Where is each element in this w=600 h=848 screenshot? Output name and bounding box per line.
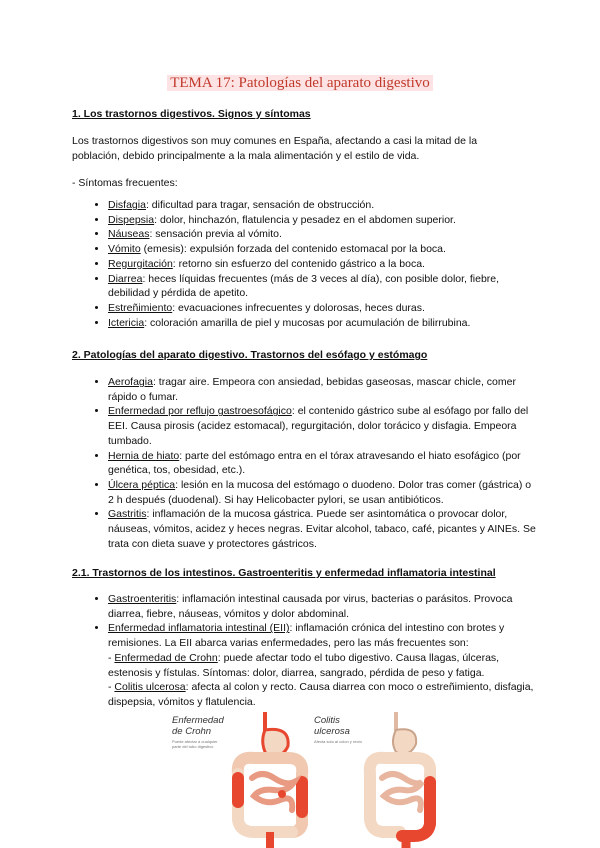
intestinal-list [92, 592, 538, 710]
crohn-colon [238, 758, 302, 832]
list-item-term: Úlcera péptica [108, 478, 176, 491]
list-item-text: : evacuaciones infrecuentes y dolorosas, heces duras. [172, 301, 425, 314]
subitem-text: : afecta al colon y recto. Causa diarrea con moco o estreñimiento, disfagia, dispepsia, vómitos y flatulencia. [108, 681, 534, 708]
list-item [108, 478, 538, 507]
list-item [108, 301, 538, 316]
list-item-term: Estreñimiento [108, 301, 173, 314]
section-1-subheading: - Síntomas frecuentes: [72, 177, 178, 189]
list-item-text: : dolor, hinchazón, flatulencia y pesadez en el abdomen superior. [154, 213, 456, 226]
list-item [108, 404, 538, 448]
document-title-text: TEMA 17: Patologías del aparato digestivo [167, 75, 433, 91]
list-item [108, 227, 538, 242]
subitem-term: Enfermedad de Crohn [114, 651, 218, 664]
list-item [108, 213, 538, 228]
list-item-text: : inflamación de la mucosa gástrica. Puede ser asintomática o provocar dolor, náuseas, vómitos, acidez y heces negras. Evitar alcohol, tabaco, café, picantes y AINEs. Se trata con dieta suave y protectores gástricos. [108, 508, 536, 550]
crohn-panel-note: Puede afectar a cualquier parte del tubo digestivo [172, 739, 218, 749]
list-item-text: : parte del estómago entra en el tórax atravesando el hiato esofágico (por genética, tos, obesidad, etc.). [108, 449, 521, 477]
list-item [108, 375, 538, 404]
crohn-title-line-2: de Crohn [172, 726, 212, 737]
colitis-small-intestine [382, 774, 422, 810]
crohn-small-intestine [252, 774, 294, 810]
list-item [108, 198, 538, 213]
colitis-title-line-1: Colitis [314, 715, 340, 726]
list-item-term: Ictericia [108, 316, 145, 329]
section-1-intro: Los trastornos digestivos son muy comunes en España, afectando a casi la mitad de la población, debido principalmente a la mala alimentación y el estilo de vida. [72, 135, 478, 162]
intestine-illustration [170, 712, 436, 848]
document-title [0, 75, 600, 92]
list-item-text: : inflamación intestinal causada por virus, bacterias o parásitos. Provoca diarrea, fiebre, náuseas, vómitos y dolor abdominal. [108, 593, 513, 620]
pathologies-list [92, 375, 538, 551]
list-item-text: : lesión en la mucosa del estómago o duodeno. Dolor tras comer (gástrica) o 2 h después (duodenal). Si hay Helicobacter pylori, se usan antibióticos. [108, 478, 532, 506]
crohn-subitem [108, 651, 538, 680]
list-item-term: Enfermedad inflamatoria intestinal (EII) [108, 622, 290, 635]
section-2-heading: 2. Patologías del aparato digestivo. Trastornos del esófago y estómago [72, 349, 428, 361]
list-item-text: : tragar aire. Empeora con ansiedad, bebidas gaseosas, mascar chicle, comer rápido o fumar. [108, 376, 516, 403]
list-item [108, 449, 538, 478]
section-2-1-heading: 2.1. Trastornos de los intestinos. Gastroenteritis y enfermedad inflamatoria intestinal [72, 567, 496, 579]
list-item-text: : dificultad para tragar, sensación de obstrucción. [145, 199, 375, 211]
symptoms-list [92, 198, 538, 330]
section-1-heading: 1. Los trastornos digestivos. Signos y síntomas [72, 108, 311, 120]
list-item-term: Náuseas [108, 228, 150, 241]
crohn-title-line-1: Enfermedad [172, 715, 224, 726]
list-item-term: Aerofagia [108, 376, 153, 388]
list-item-text: : el contenido gástrico sube al esófago por fallo del EEI. Causa pirosis (acidez estomacal), regurgitación, dolor torácico y disfagia. Empeora tumbado. [108, 405, 529, 447]
list-item-text: : heces líquidas frecuentes (más de 3 veces al día), con posible dolor, fiebre, debilidad y pérdida de apetito. [108, 272, 500, 300]
colitis-subitem [108, 680, 538, 709]
colitis-title-line-2: ulcerosa [314, 726, 350, 737]
subitem-term: Colitis ulcerosa [114, 681, 186, 694]
crohn-inflamed-spot [278, 790, 286, 798]
subitem-text: : puede afectar todo el tubo digestivo. Causa llagas, úlceras, estenosis y fístulas. Síntomas: dolor, diarrea, sangrado, pérdida de peso y fatiga. [108, 651, 500, 679]
colitis-digestive-tract [370, 712, 430, 848]
crohn-digestive-tract [238, 712, 302, 848]
list-item [108, 316, 538, 331]
list-item-text: : inflamación crónica del intestino con brotes y remisiones. La EII abarca varias enfermedades, pero las más frecuentes son: [108, 622, 505, 650]
list-item-text: : coloración amarilla de piel y mucosas por acumulación de bilirrubina. [144, 316, 471, 329]
list-item [108, 242, 538, 257]
list-item-term: Gastroenteritis [108, 593, 177, 605]
subitem-prefix: - [108, 681, 115, 694]
list-item-term: Diarrea [108, 272, 143, 285]
list-item-text: : sensación previa al vómito. [149, 228, 282, 241]
list-item-term: Enfermedad por reflujo gastroesofágico [108, 405, 292, 418]
colitis-panel-note: Afecta solo al colon y recto [314, 739, 362, 744]
list-item [108, 272, 538, 301]
subitem-prefix: - [108, 651, 115, 664]
list-item [108, 257, 538, 272]
list-item-term: Vómito [108, 243, 141, 256]
crohn-colitis-figure [170, 712, 436, 848]
list-item [108, 621, 538, 709]
colitis-stomach [393, 729, 416, 754]
list-item [108, 592, 538, 621]
crohn-stomach [263, 729, 288, 755]
list-item-term: Regurgitación [108, 257, 173, 270]
list-item-term: Hernia de hiato [108, 449, 180, 462]
list-item-text: (emesis): expulsión forzada del contenido estomacal por la boca. [140, 243, 446, 256]
list-item-text: : retorno sin esfuerzo del contenido gástrico a la boca. [172, 257, 425, 270]
list-item-term: Disfagia [108, 199, 146, 211]
list-item-term: Dispepsia [108, 213, 155, 226]
list-item [108, 507, 538, 551]
list-item-term: Gastritis [108, 508, 147, 521]
